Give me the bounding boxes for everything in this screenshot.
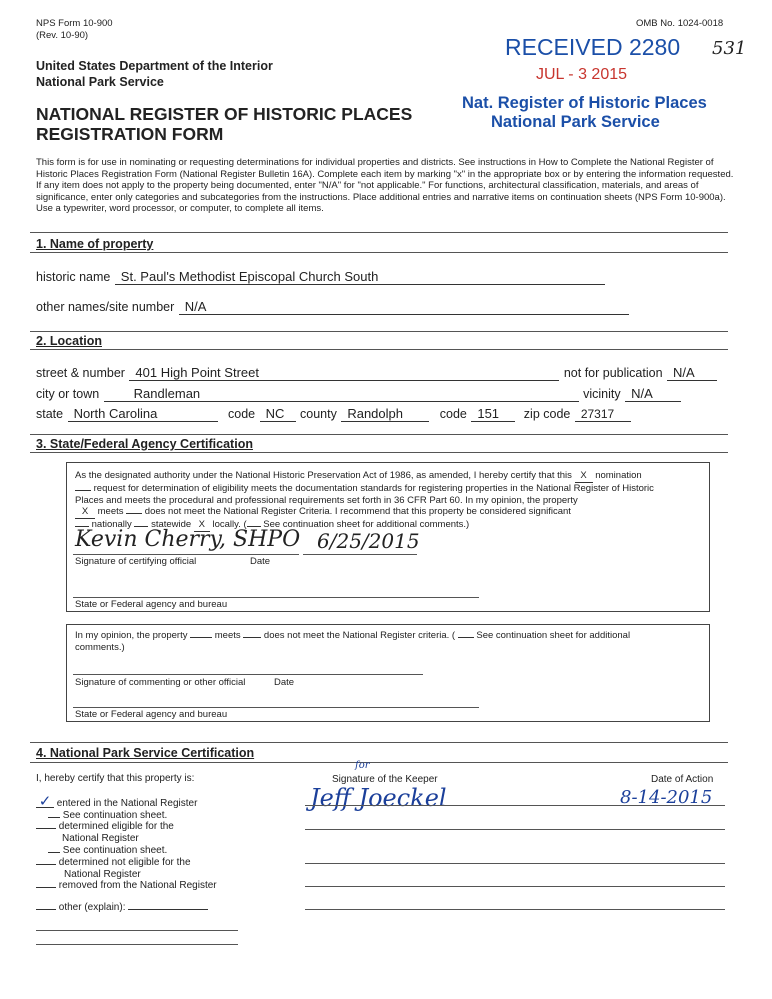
cert-text: meets — [97, 506, 124, 518]
agency: National Park Service — [36, 75, 164, 89]
handwritten-number: 531 — [712, 38, 747, 59]
omb-number: OMB No. 1024-0018 — [636, 18, 724, 29]
vicinity-label: vicinity — [583, 387, 621, 401]
county-field[interactable]: Randolph — [341, 406, 429, 422]
received-date-stamp: JUL - 3 2015 — [536, 66, 628, 83]
opinion-text: See continuation sheet for additional — [476, 630, 631, 641]
cert-text: request for determination of eligibility meets the documentation standards for registering properties in the National Register of Historic — [93, 482, 654, 494]
eligible-mark[interactable] — [36, 828, 56, 829]
nomination-mark[interactable]: X — [575, 470, 593, 483]
certifying-date-label: Date — [250, 556, 271, 567]
keeper-signature: Jeff Joeckel — [310, 784, 447, 812]
county-code-field[interactable]: 151 — [471, 406, 515, 422]
cert-text: statewide — [151, 519, 192, 531]
form-title-1: NATIONAL REGISTER OF HISTORIC PLACES — [36, 104, 413, 124]
form-number: NPS Form 10-900 — [36, 18, 113, 29]
historic-name-label: historic name — [36, 270, 111, 284]
opinion-text: does not meet the National Register criteria. ( — [263, 630, 456, 641]
other-names-field[interactable]: N/A — [179, 299, 629, 315]
stamp-line-2: National Park Service — [491, 113, 660, 131]
instructions: This form is for use in nominating or requesting determinations for individual properties and districts. See instructions in How to Complete the National Register of Historic Places Registration Form (National Register Bulletin 16A). Complete each item by marking "x" in the appropriate box or by entering the information requested. If any item does not apply to the property being documented, enter "N/A" for "not applicable." For functions, architectural classification, materials, and areas of significance, enter only categories and subcategories from the instructions. Place additional entries and narrative items on continuation sheets (NPS Form 10-900a). Use a typewriter, word processor, or computer, to complete all items. — [36, 157, 734, 215]
commenting-signature-label: Signature of commenting or other official — [75, 677, 246, 688]
option-other: other (explain): — [58, 902, 126, 914]
removed-mark[interactable] — [36, 887, 56, 888]
other-names-label: other names/site number — [36, 300, 175, 314]
keeper-for: for — [355, 760, 370, 771]
city-field[interactable]: Randleman — [104, 386, 579, 402]
continuation-mark[interactable] — [458, 637, 474, 638]
meets-mark[interactable]: X — [75, 506, 95, 519]
certifying-signature-label: Signature of certifying official — [75, 556, 197, 567]
state-certification-box — [66, 462, 710, 612]
does-not-meet-mark[interactable] — [126, 513, 142, 514]
historic-name-field[interactable]: St. Paul's Methodist Episcopal Church South — [115, 269, 605, 285]
nfp-field[interactable]: N/A — [667, 365, 717, 381]
zip-label: zip code — [523, 407, 571, 421]
commenting-official-box — [66, 624, 710, 722]
cont-mark-2[interactable] — [48, 852, 60, 853]
state-field[interactable]: North Carolina — [68, 406, 218, 422]
option-not-eligible-2: National Register — [64, 868, 141, 880]
street-label: street & number — [36, 366, 125, 380]
cert-text: nationally — [91, 519, 132, 531]
request-mark[interactable] — [75, 490, 91, 491]
form-revision: (Rev. 10-90) — [36, 30, 89, 41]
city-label: city or town — [36, 387, 100, 401]
continuation-label: See continuation sheet. — [62, 844, 168, 856]
keeper-signature-label: Signature of the Keeper — [332, 774, 438, 785]
department: United States Department of the Interior — [36, 59, 273, 73]
date-of-action: 8-14-2015 — [620, 787, 713, 808]
option-removed: removed from the National Register — [58, 880, 217, 892]
received-stamp: RECEIVED 2280 — [505, 34, 681, 60]
other-explain-field[interactable] — [128, 909, 208, 910]
cert-text: As the designated authority under the National Historic Preservation Act of 1986, as amended, I hereby certify that this — [75, 470, 572, 481]
option-eligible-2: National Register — [62, 833, 139, 845]
commenting-date-label: Date — [274, 677, 295, 688]
county-code-label: code — [439, 407, 467, 421]
nfp-label: not for publication — [563, 366, 663, 380]
state-code-field[interactable]: NC — [260, 406, 296, 422]
section-4-heading: 4. National Park Service Certification — [36, 746, 255, 760]
certifying-date: 6/25/2015 — [317, 529, 420, 553]
opinion-text: meets — [214, 630, 241, 641]
section-3-heading: 3. State/Federal Agency Certification — [36, 437, 253, 451]
locally-mark[interactable]: X — [194, 519, 210, 532]
form-title-2: REGISTRATION FORM — [36, 124, 224, 144]
section-2-heading: 2. Location — [36, 334, 102, 348]
certifying-signature: Kevin Cherry, SHPO — [75, 527, 301, 552]
opinion-text: comments.) — [75, 642, 125, 653]
option-not-eligible: determined not eligible for the — [58, 856, 191, 868]
county-label: county — [300, 407, 337, 421]
not-eligible-mark[interactable] — [36, 864, 56, 865]
street-field[interactable]: 401 High Point Street — [129, 365, 559, 381]
state-label: state — [36, 407, 64, 421]
continuation-label: See continuation sheet. — [62, 809, 168, 821]
vicinity-field[interactable]: N/A — [625, 386, 681, 402]
state-code-label: code — [228, 407, 256, 421]
entered-checkmark[interactable]: ✓ — [36, 797, 54, 808]
stamp-line-1: Nat. Register of Historic Places — [462, 94, 707, 112]
date-of-action-label: Date of Action — [651, 774, 714, 785]
cert-text: does not meet the National Register Criteria. I recommend that this property be considered significant — [144, 506, 571, 518]
meets-mark[interactable] — [190, 637, 212, 638]
other-mark[interactable] — [36, 909, 56, 910]
option-eligible: determined eligible for the — [58, 821, 174, 833]
cert-text: locally. ( — [212, 519, 247, 531]
cert-text: nomination — [595, 470, 642, 481]
section-1-heading: 1. Name of property — [36, 237, 154, 251]
opinion-text: In my opinion, the property — [75, 630, 188, 641]
zip-field[interactable]: 27317 — [575, 407, 631, 422]
cert-text: See continuation sheet for additional comments.) — [263, 519, 470, 531]
agency-label: State or Federal agency and bureau — [75, 599, 228, 610]
agency-label-2: State or Federal agency and bureau — [75, 709, 228, 720]
cont-mark-1[interactable] — [48, 817, 60, 818]
cert-text: Places and meets the procedural and professional requirements set forth in 36 CFR Part 60. In my opinion, the property — [75, 494, 578, 506]
option-entered: entered in the National Register — [56, 797, 198, 809]
certify-intro: I, hereby certify that this property is: — [36, 773, 195, 784]
does-not-meet-mark[interactable] — [243, 637, 261, 638]
